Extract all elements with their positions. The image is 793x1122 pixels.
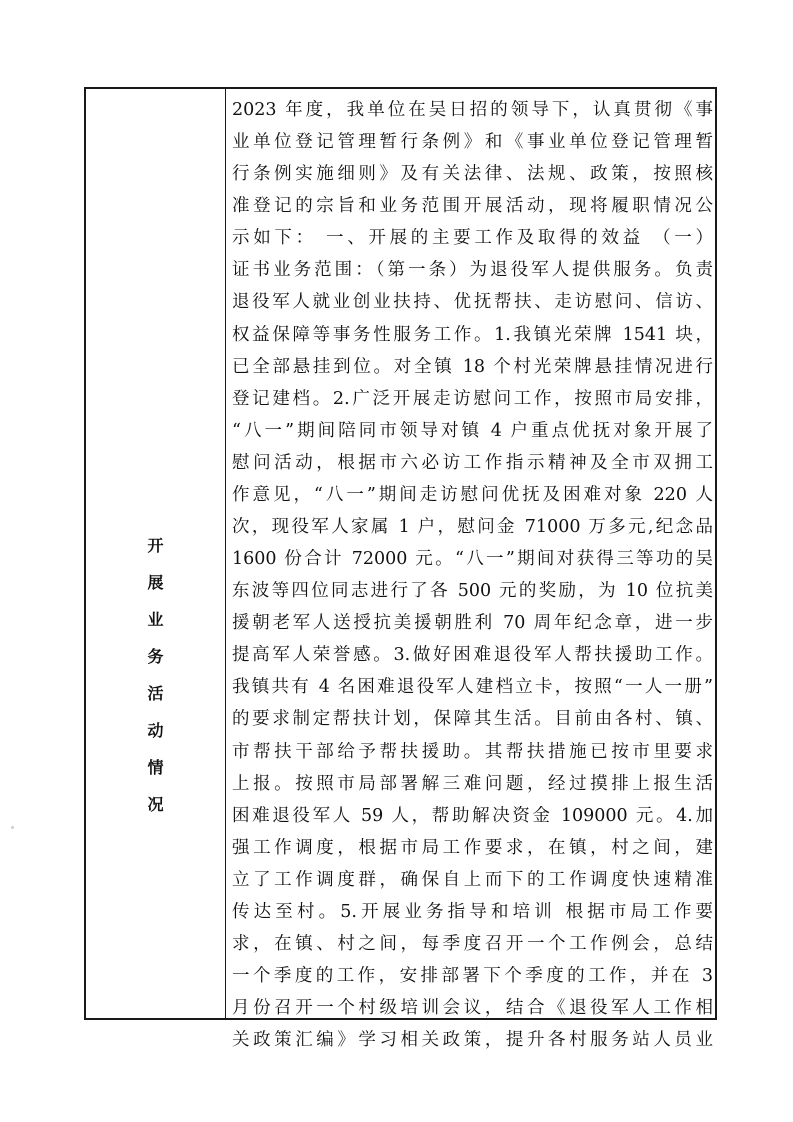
section-label-char: 开 bbox=[147, 536, 164, 555]
content-line: 业单位登记管理暂行条例》和《事业单位登记管理暂 bbox=[232, 132, 713, 153]
content-line: 我镇共有 4 名困难退役军人建档立卡，按照“一人一册” bbox=[232, 677, 713, 698]
content-line: 慰问活动，根据市六必访工作指示精神及全市双拥工 bbox=[232, 452, 713, 473]
content-line: 关政策汇编》学习相关政策，提升各村服务站人员业 bbox=[232, 1030, 713, 1051]
content-line: 准登记的宗旨和业务范围开展活动，现将履职情况公 bbox=[232, 196, 713, 217]
content-line: 1600 份合计 72000 元。“八一”期间对获得三等功的吴 bbox=[232, 549, 713, 570]
content-cell bbox=[226, 89, 715, 1051]
content-line: 困难退役军人 59 人，帮助解决资金 109000 元。4.加 bbox=[232, 805, 713, 826]
scan-speck bbox=[11, 826, 14, 829]
content-line: 提高军人荣誉感。3.做好困难退役军人帮扶援助工作。 bbox=[232, 645, 713, 666]
content-line: 求，在镇、村之间，每季度召开一个工作例会，总结 bbox=[232, 934, 713, 955]
section-label-char: 动 bbox=[147, 721, 164, 740]
content-line: 立了工作调度群，确保自上而下的工作调度快速精准 bbox=[232, 869, 713, 890]
content-line: 行条例实施细则》及有关法律、法规、政策，按照核 bbox=[232, 164, 713, 185]
label-cell bbox=[86, 89, 226, 1018]
content-line: 一个季度的工作，安排部署下个季度的工作，并在 3 bbox=[232, 966, 713, 987]
section-label bbox=[86, 527, 225, 823]
content-line: 示如下： 一、开展的主要工作及取得的效益 （一） bbox=[232, 228, 713, 249]
section-label-char: 活 bbox=[147, 684, 164, 703]
content-line: 上报。按照市局部署解三难问题，经过摸排上报生活 bbox=[232, 773, 713, 794]
content-line: 的要求制定帮扶计划，保障其生活。目前由各村、镇、 bbox=[232, 709, 713, 730]
content-line: 权益保障等事务性服务工作。1.我镇光荣牌 1541 块， bbox=[232, 324, 713, 345]
section-label-char: 业 bbox=[147, 610, 164, 629]
content-line: 援朝老军人送授抗美援朝胜利 70 周年纪念章，进一步 bbox=[232, 613, 713, 634]
content-text bbox=[226, 94, 715, 1056]
content-line: “八一”期间陪同市领导对镇 4 户重点优抚对象开展了 bbox=[232, 420, 713, 441]
content-line: 强工作调度，根据市局工作要求，在镇，村之间，建 bbox=[232, 837, 713, 858]
section-label-char: 情 bbox=[147, 758, 164, 777]
content-line: 东波等四位同志进行了各 500 元的奖励，为 10 位抗美 bbox=[232, 581, 713, 602]
content-line: 证书业务范围：（第一条）为退役军人提供服务。负责 bbox=[232, 260, 713, 281]
section-label-char: 务 bbox=[147, 647, 164, 666]
content-line: 已全部悬挂到位。对全镇 18 个村光荣牌悬挂情况进行 bbox=[232, 356, 713, 377]
content-line: 作意见，“八一”期间走访慰问优抚及困难对象 220 人 bbox=[232, 484, 713, 505]
form-table bbox=[84, 87, 717, 1051]
content-line: 市帮扶干部给予帮扶援助。其帮扶措施已按市里要求 bbox=[232, 741, 713, 762]
content-line: 登记建档。2.广泛开展走访慰问工作，按照市局安排， bbox=[232, 388, 713, 409]
content-line: 月份召开一个村级培训会议，结合《退役军人工作相 bbox=[232, 998, 713, 1019]
section-label-char: 况 bbox=[147, 795, 164, 814]
content-line: 传达至村。5.开展业务指导和培训 根据市局工作要 bbox=[232, 901, 713, 922]
content-line: 2023 年度，我单位在吴日招的领导下，认真贯彻《事 bbox=[232, 100, 713, 120]
section-label-char: 展 bbox=[147, 573, 164, 592]
content-line: 次，现役军人家属 1 户，慰问金 71000 万多元,纪念品 bbox=[232, 517, 713, 538]
content-line: 退役军人就业创业扶持、优抚帮扶、走访慰问、信访、 bbox=[232, 292, 713, 313]
